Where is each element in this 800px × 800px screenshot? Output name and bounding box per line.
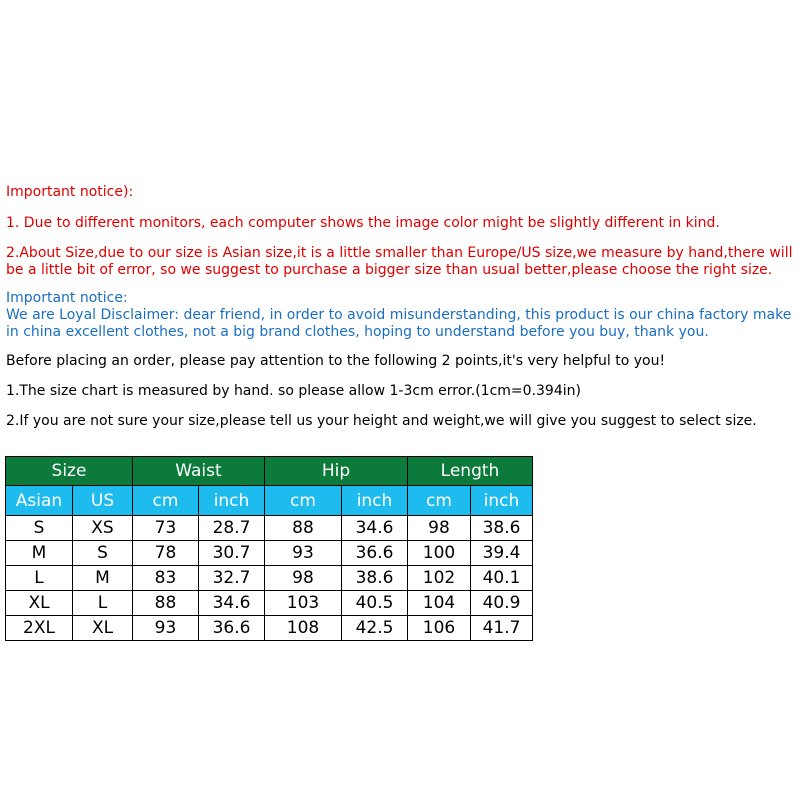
table-cell: XS [73,516,133,541]
disclaimer-title: Important notice: [6,290,128,306]
length-cm-header: cm [408,486,471,516]
hip-group-header: Hip [265,457,408,486]
waist-inch-header: inch [199,486,265,516]
table-cell: 73 [133,516,199,541]
table-cell: 93 [133,616,199,641]
notice-point-2-line-1: 2.About Size,due to our size is Asian size,it is a little smaller than Europe/US size,we measure by hand,there will [6,245,793,261]
table-cell: 88 [265,516,342,541]
table-row [6,541,533,566]
waist-group-header: Waist [133,457,265,486]
table-cell: 34.6 [342,516,408,541]
table-cell: 36.6 [199,616,265,641]
table-cell: 34.6 [199,591,265,616]
notice-point-1: 1. Due to different monitors, each computer shows the image color might be slightly different in kind. [6,215,720,231]
table-row [6,566,533,591]
disclaimer-line-2: in china excellent clothes, not a big brand clothes, hoping to understand before you buy, thank you. [6,324,709,340]
table-cell: 32.7 [199,566,265,591]
table-cell: 98 [265,566,342,591]
table-row [6,516,533,541]
size-group-header: Size [6,457,133,486]
table-cell: 102 [408,566,471,591]
table-cell: S [73,541,133,566]
table-row [6,616,533,641]
table-cell: M [6,541,73,566]
table-cell: 40.5 [342,591,408,616]
table-cell: 83 [133,566,199,591]
table-cell: XL [6,591,73,616]
table-cell: S [6,516,73,541]
table-cell: 108 [265,616,342,641]
notice-point-2-line-2: be a little bit of error, so we suggest to purchase a bigger size than usual better,please choose the right size. [6,262,773,278]
table-cell: 28.7 [199,516,265,541]
order-intro: Before placing an order, please pay attention to the following 2 points,it's very helpful to you! [6,353,666,369]
table-cell: 93 [265,541,342,566]
table-cell: 41.7 [471,616,533,641]
size-chart-table [5,456,533,641]
us-column-header: US [73,486,133,516]
table-cell: 36.6 [342,541,408,566]
instruction-point-2: 2.If you are not sure your size,please tell us your height and weight,we will give you suggest to select size. [6,413,757,429]
hip-cm-header: cm [265,486,342,516]
table-cell: 38.6 [471,516,533,541]
table-cell: M [73,566,133,591]
waist-cm-header: cm [133,486,199,516]
table-cell: 88 [133,591,199,616]
disclaimer-line-1: We are Loyal Disclaimer: dear friend, in order to avoid misunderstanding, this product is our china factory make [6,307,792,323]
table-row [6,591,533,616]
asian-column-header: Asian [6,486,73,516]
table-cell: 2XL [6,616,73,641]
table-cell: 103 [265,591,342,616]
table-cell: 100 [408,541,471,566]
table-cell: L [6,566,73,591]
table-cell: 104 [408,591,471,616]
table-cell: 106 [408,616,471,641]
group-header-row [6,457,533,486]
length-group-header: Length [408,457,533,486]
table-cell: XL [73,616,133,641]
hip-inch-header: inch [342,486,408,516]
table-cell: 38.6 [342,566,408,591]
table-cell: 78 [133,541,199,566]
table-cell: L [73,591,133,616]
table-cell: 42.5 [342,616,408,641]
table-cell: 39.4 [471,541,533,566]
table-cell: 40.9 [471,591,533,616]
instruction-point-1: 1.The size chart is measured by hand. so please allow 1-3cm error.(1cm=0.394in) [6,383,581,399]
table-cell: 98 [408,516,471,541]
sub-header-row [6,486,533,516]
table-cell: 40.1 [471,566,533,591]
length-inch-header: inch [471,486,533,516]
table-cell: 30.7 [199,541,265,566]
important-notice-title: Important notice): [6,184,134,200]
